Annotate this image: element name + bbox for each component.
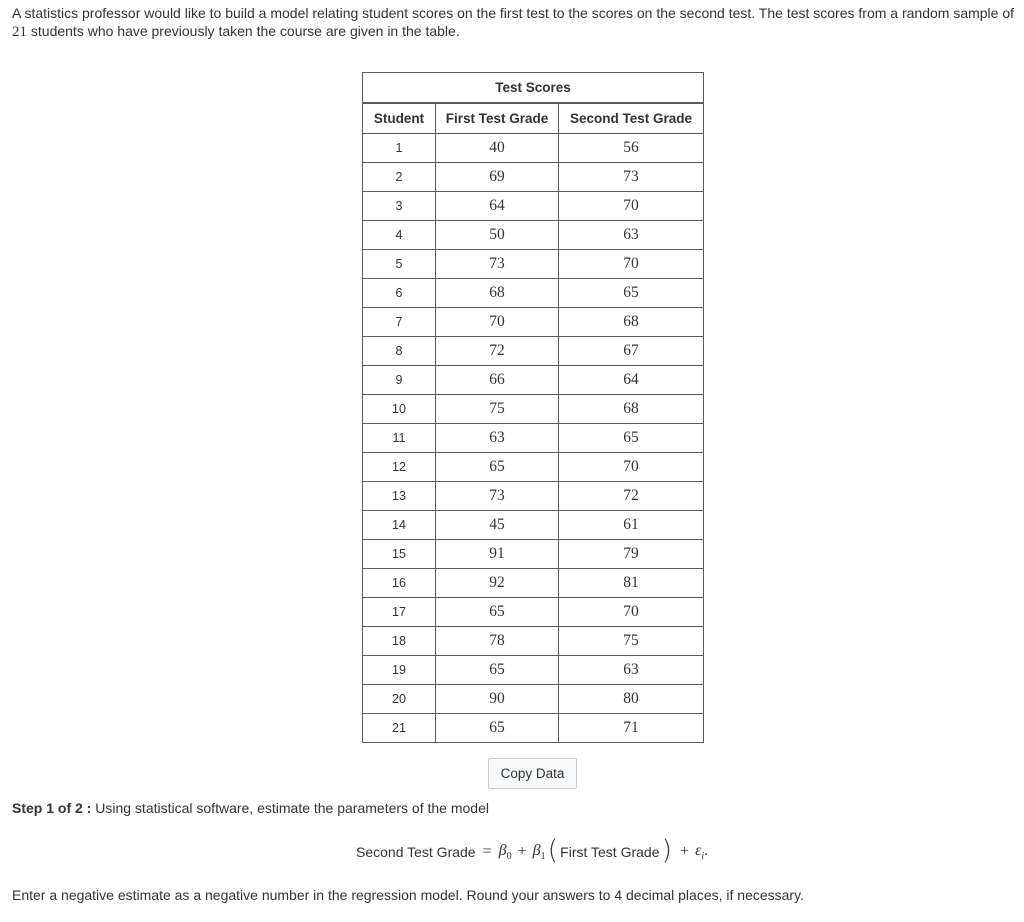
model-plus-1: + <box>517 843 527 860</box>
cell-student: 4 <box>363 221 436 250</box>
table-row <box>363 598 704 627</box>
model-close-paren: ) <box>661 834 673 866</box>
cell-student: 17 <box>363 598 436 627</box>
cell-first-test-grade: 68 <box>436 279 559 308</box>
cell-student: 9 <box>363 366 436 395</box>
step-instruction <box>12 800 489 816</box>
cell-first-test-grade: 65 <box>436 714 559 743</box>
cell-first-test-grade: 63 <box>436 424 559 453</box>
cell-second-test-grade: 73 <box>559 163 704 192</box>
cell-student: 18 <box>363 627 436 656</box>
model-error-term: $\varepsilon_i$. <box>695 841 709 863</box>
cell-student: 21 <box>363 714 436 743</box>
cell-first-test-grade: 66 <box>436 366 559 395</box>
cell-student: 7 <box>363 308 436 337</box>
step-text: Using statistical software, estimate the parameters of the model <box>95 800 489 816</box>
intro-text-1: A statistics professor would like to build a model relating student scores on the first test to the scores on the second test. The test scores from a random sample of <box>12 5 1015 21</box>
table-row <box>363 714 704 743</box>
cell-second-test-grade: 56 <box>559 134 704 163</box>
cell-second-test-grade: 68 <box>559 308 704 337</box>
header-first-test-grade: First Test Grade <box>436 103 559 134</box>
cell-first-test-grade: 69 <box>436 163 559 192</box>
cell-student: 14 <box>363 511 436 540</box>
problem-intro <box>12 4 1016 41</box>
table-caption: Test Scores <box>363 73 704 104</box>
cell-second-test-grade: 80 <box>559 685 704 714</box>
cell-second-test-grade: 75 <box>559 627 704 656</box>
table-row <box>363 569 704 598</box>
regression-model-equation <box>356 834 709 866</box>
table-row <box>363 163 704 192</box>
header-second-test-grade: Second Test Grade <box>559 103 704 134</box>
cell-student: 2 <box>363 163 436 192</box>
model-equals: = <box>482 843 492 860</box>
step-label: Step 1 of 2 : <box>12 800 92 816</box>
cell-student: 6 <box>363 279 436 308</box>
cell-second-test-grade: 65 <box>559 279 704 308</box>
cell-first-test-grade: 45 <box>436 511 559 540</box>
cell-first-test-grade: 91 <box>436 540 559 569</box>
cell-second-test-grade: 70 <box>559 453 704 482</box>
cell-second-test-grade: 61 <box>559 511 704 540</box>
cell-first-test-grade: 75 <box>436 395 559 424</box>
cell-student: 11 <box>363 424 436 453</box>
cell-first-test-grade: 50 <box>436 221 559 250</box>
header-student: Student <box>363 103 436 134</box>
model-beta0: $\beta_0$ <box>498 841 512 863</box>
model-response: Second Test Grade <box>356 844 476 860</box>
table-row <box>363 279 704 308</box>
model-plus-2: + <box>680 843 690 860</box>
cell-student: 16 <box>363 569 436 598</box>
copy-data-button[interactable]: Copy Data <box>488 758 577 789</box>
cell-first-test-grade: 64 <box>436 192 559 221</box>
cell-second-test-grade: 79 <box>559 540 704 569</box>
table-row <box>363 627 704 656</box>
cell-student: 1 <box>363 134 436 163</box>
model-open-paren: ( <box>547 834 559 866</box>
cell-student: 8 <box>363 337 436 366</box>
cell-first-test-grade: 40 <box>436 134 559 163</box>
table-row <box>363 221 704 250</box>
cell-second-test-grade: 67 <box>559 337 704 366</box>
cell-student: 12 <box>363 453 436 482</box>
table-row <box>363 192 704 221</box>
test-scores-table <box>362 72 704 743</box>
table-row <box>363 424 704 453</box>
rounding-instruction: Enter a negative estimate as a negative number in the regression model. Round your answers to 4 decimal places, if necessary. <box>12 887 804 903</box>
sample-size: 21 <box>12 24 27 40</box>
cell-first-test-grade: 73 <box>436 250 559 279</box>
cell-student: 10 <box>363 395 436 424</box>
cell-student: 3 <box>363 192 436 221</box>
table-row <box>363 308 704 337</box>
table-row <box>363 540 704 569</box>
table-row <box>363 250 704 279</box>
cell-first-test-grade: 78 <box>436 627 559 656</box>
model-predictor: First Test Grade <box>560 844 660 860</box>
cell-second-test-grade: 64 <box>559 366 704 395</box>
table-row <box>363 337 704 366</box>
table-row <box>363 366 704 395</box>
table-row <box>363 685 704 714</box>
cell-second-test-grade: 71 <box>559 714 704 743</box>
cell-second-test-grade: 63 <box>559 221 704 250</box>
table-row <box>363 656 704 685</box>
table-row <box>363 453 704 482</box>
cell-first-test-grade: 70 <box>436 308 559 337</box>
cell-second-test-grade: 68 <box>559 395 704 424</box>
cell-second-test-grade: 65 <box>559 424 704 453</box>
cell-student: 5 <box>363 250 436 279</box>
cell-first-test-grade: 65 <box>436 656 559 685</box>
table-body <box>363 134 704 743</box>
cell-second-test-grade: 81 <box>559 569 704 598</box>
cell-first-test-grade: 90 <box>436 685 559 714</box>
model-beta1: $\beta_1$ <box>532 841 546 863</box>
table-row <box>363 511 704 540</box>
table-row <box>363 395 704 424</box>
cell-student: 19 <box>363 656 436 685</box>
cell-second-test-grade: 63 <box>559 656 704 685</box>
table-row <box>363 482 704 511</box>
cell-first-test-grade: 65 <box>436 453 559 482</box>
table-header-row <box>363 103 704 134</box>
cell-first-test-grade: 72 <box>436 337 559 366</box>
cell-second-test-grade: 70 <box>559 192 704 221</box>
table-row <box>363 134 704 163</box>
cell-student: 13 <box>363 482 436 511</box>
cell-first-test-grade: 65 <box>436 598 559 627</box>
cell-second-test-grade: 72 <box>559 482 704 511</box>
cell-second-test-grade: 70 <box>559 598 704 627</box>
cell-student: 20 <box>363 685 436 714</box>
cell-first-test-grade: 92 <box>436 569 559 598</box>
cell-student: 15 <box>363 540 436 569</box>
cell-first-test-grade: 73 <box>436 482 559 511</box>
cell-second-test-grade: 70 <box>559 250 704 279</box>
intro-text-2: students who have previously taken the course are given in the table. <box>30 23 460 39</box>
